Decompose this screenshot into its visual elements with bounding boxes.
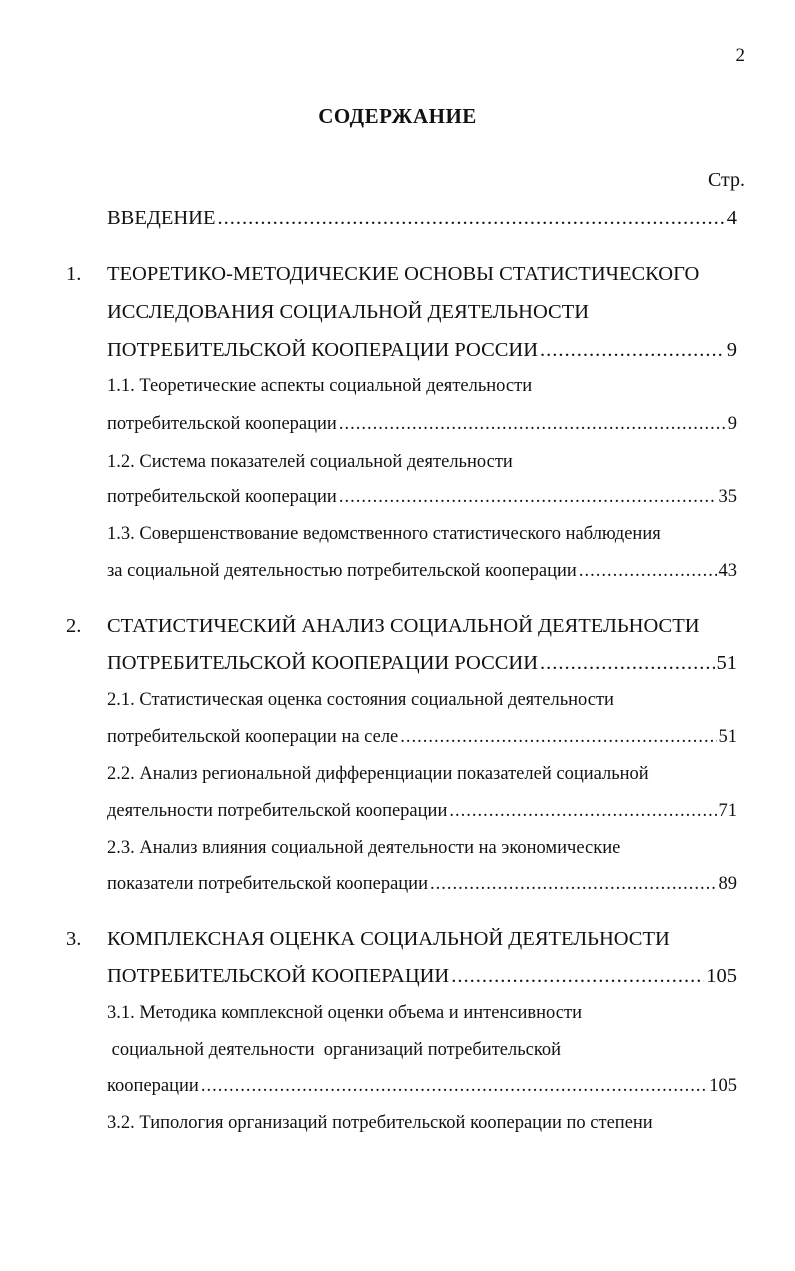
chapter-title-line: ИССЛЕДОВАНИЯ СОЦИАЛЬНОЙ ДЕЯТЕЛЬНОСТИ [107,301,590,323]
section-title-line: 1.2. Система показателей социальной деятельности [107,452,513,472]
toc-entry-page: 89 [718,874,737,894]
toc-entry-page: 71 [718,801,737,821]
toc-entry-section-3-1[interactable] [107,1076,737,1097]
chapter-title-line: ПОТРЕБИТЕЛЬСКОЙ КООПЕРАЦИИ РОССИИ [107,652,539,674]
chapter-title-line: ПОТРЕБИТЕЛЬСКОЙ КООПЕРАЦИИ [107,965,450,987]
toc-entry-intro[interactable] [107,207,737,230]
toc-leader-dots [218,207,725,230]
toc-entry-page: 9 [727,414,737,434]
chapter-number: 1. [66,263,82,285]
toc-leader-dots [430,874,717,895]
toc-leader-dots [579,561,717,582]
page-column-label: Стр. [707,169,745,191]
section-title-line: потребительской кооперации на селе [107,727,399,747]
toc-entry-page: 51 [716,652,737,674]
toc-entry-chapter-2[interactable] [107,652,737,675]
section-title-line: за социальной деятельностью потребительской кооперации [107,561,577,581]
toc-leader-dots [540,339,725,362]
toc-leader-dots [339,487,717,508]
section-title-line: потребительской кооперации [107,487,337,507]
toc-leader-dots [339,414,726,435]
chapter-title-line: КОМПЛЕКСНАЯ ОЦЕНКА СОЦИАЛЬНОЙ ДЕЯТЕЛЬНОСТИ [107,928,670,950]
chapter-title-line: ПОТРЕБИТЕЛЬСКОЙ КООПЕРАЦИИ РОССИИ [107,339,539,361]
toc-entry-page: 43 [718,561,737,581]
chapter-title-line: СТАТИСТИЧЕСКИЙ АНАЛИЗ СОЦИАЛЬНОЙ ДЕЯТЕЛЬНОСТИ [107,615,700,637]
toc-entry-chapter-3[interactable] [107,965,737,988]
page-title: СОДЕРЖАНИЕ [318,104,477,128]
section-title-line: 3.1. Методика комплексной оценки объема и интенсивности [107,1003,582,1023]
section-title-line: 2.1. Статистическая оценка состояния социальной деятельности [107,690,614,710]
chapter-number: 3. [66,928,82,950]
toc-entry-page: 51 [718,727,737,747]
toc-leader-dots [540,652,714,675]
toc-leader-dots [449,801,716,822]
toc-entry-page: 105 [709,1076,737,1096]
toc-entry-section-2-3[interactable] [107,874,737,895]
section-title-line: 1.3. Совершенствование ведомственного статистического наблюдения [107,524,661,544]
toc-entry-section-2-1[interactable] [107,727,737,748]
chapter-number: 2. [66,615,82,637]
toc-entry-section-1-2[interactable] [107,487,737,508]
section-title-line: деятельности потребительской кооперации [107,801,448,821]
section-title-line: 3.2. Типология организаций потребительской кооперации по степени [107,1113,653,1133]
toc-leader-dots [451,965,704,988]
section-title-line: 2.3. Анализ влияния социальной деятельности на экономические [107,838,621,858]
section-title-line: 1.1. Теоретические аспекты социальной деятельности [107,376,533,396]
section-title-line: показатели потребительской кооперации [107,874,428,894]
toc-leader-dots [400,727,716,748]
section-title-line: социальной деятельности организаций потребительской [107,1040,562,1060]
section-title-line: кооперации [107,1076,199,1096]
toc-entry-page: 4 [726,207,737,229]
toc-entry-page: 9 [726,339,737,361]
toc-entry-page: 35 [718,487,737,507]
page-number: 2 [735,45,745,66]
section-title-line: 2.2. Анализ региональной дифференциации показателей социальной [107,764,649,784]
toc-entry-section-1-1[interactable] [107,414,737,435]
toc-entry-section-2-2[interactable] [107,801,737,822]
toc-leader-dots [201,1076,707,1097]
toc-entry-text: ВВЕДЕНИЕ [107,207,216,229]
toc-entry-section-1-3[interactable] [107,561,737,582]
toc-entry-page: 105 [706,965,737,987]
chapter-title-line: ТЕОРЕТИКО-МЕТОДИЧЕСКИЕ ОСНОВЫ СТАТИСТИЧЕСКОГО [107,263,700,285]
toc-entry-chapter-1[interactable] [107,339,737,362]
section-title-line: потребительской кооперации [107,414,337,434]
